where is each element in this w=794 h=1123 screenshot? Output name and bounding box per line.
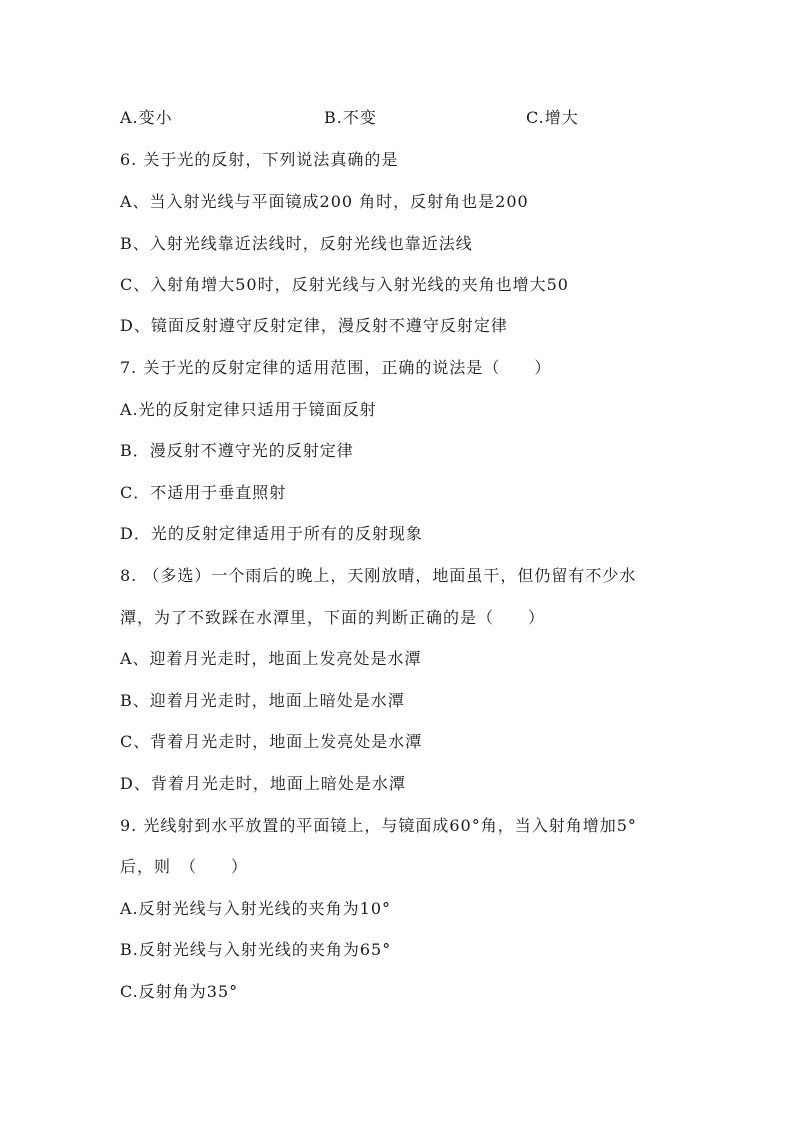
- q5-option-a: A.变小: [120, 108, 173, 127]
- q8-option-b: B、迎着月光走时，地面上暗处是水潭: [120, 691, 405, 710]
- q9-option-a: A.反射光线与入射光线的夹角为10°: [120, 899, 392, 918]
- q7-option-b: B．漫反射不遵守光的反射定律: [120, 441, 354, 460]
- q5-option-c: C.增大: [526, 108, 579, 127]
- q7-stem: 7. 关于光的反射定律的适用范围，正确的说法是（ ）: [120, 358, 552, 377]
- q6-option-a: A、当入射光线与平面镜成200 角时，反射角也是200: [120, 192, 529, 211]
- q9-stem-line2: 后，则 （ ）: [120, 857, 249, 876]
- q5-options: [120, 108, 680, 130]
- q7-option-c: C．不适用于垂直照射: [120, 483, 287, 502]
- q8-stem-line1: 8. （多选）一个雨后的晚上，天刚放晴，地面虽干，但仍留有不少水: [120, 566, 637, 585]
- q8-stem-line2: 潭，为了不致踩在水潭里，下面的判断正确的是（ ）: [120, 608, 546, 627]
- q8-option-d: D、背着月光走时，地面上暗处是水潭: [120, 774, 406, 793]
- q6-option-d: D、镜面反射遵守反射定律，漫反射不遵守反射定律: [120, 316, 508, 335]
- q9-stem-line1: 9. 光线射到水平放置的平面镜上，与镜面成60°角，当入射角增加5°: [120, 816, 637, 835]
- q7-option-a: A.光的反射定律只适用于镜面反射: [120, 400, 377, 419]
- q9-option-b: B.反射光线与入射光线的夹角为65°: [120, 940, 392, 959]
- q7-option-d: D．光的反射定律适用于所有的反射现象: [120, 524, 423, 543]
- q9-option-c: C.反射角为35°: [120, 982, 239, 1001]
- q5-option-b: B.不变: [324, 108, 377, 127]
- q6-option-b: B、入射光线靠近法线时，反射光线也靠近法线: [120, 234, 473, 253]
- q8-option-a: A、迎着月光走时，地面上发亮处是水潭: [120, 649, 422, 668]
- q6-option-c: C、入射角增大50时，反射光线与入射光线的夹角也增大50: [120, 275, 569, 294]
- q6-stem: 6. 关于光的反射，下列说法真确的是: [120, 150, 399, 169]
- q8-option-c: C、背着月光走时，地面上发亮处是水潭: [120, 732, 423, 751]
